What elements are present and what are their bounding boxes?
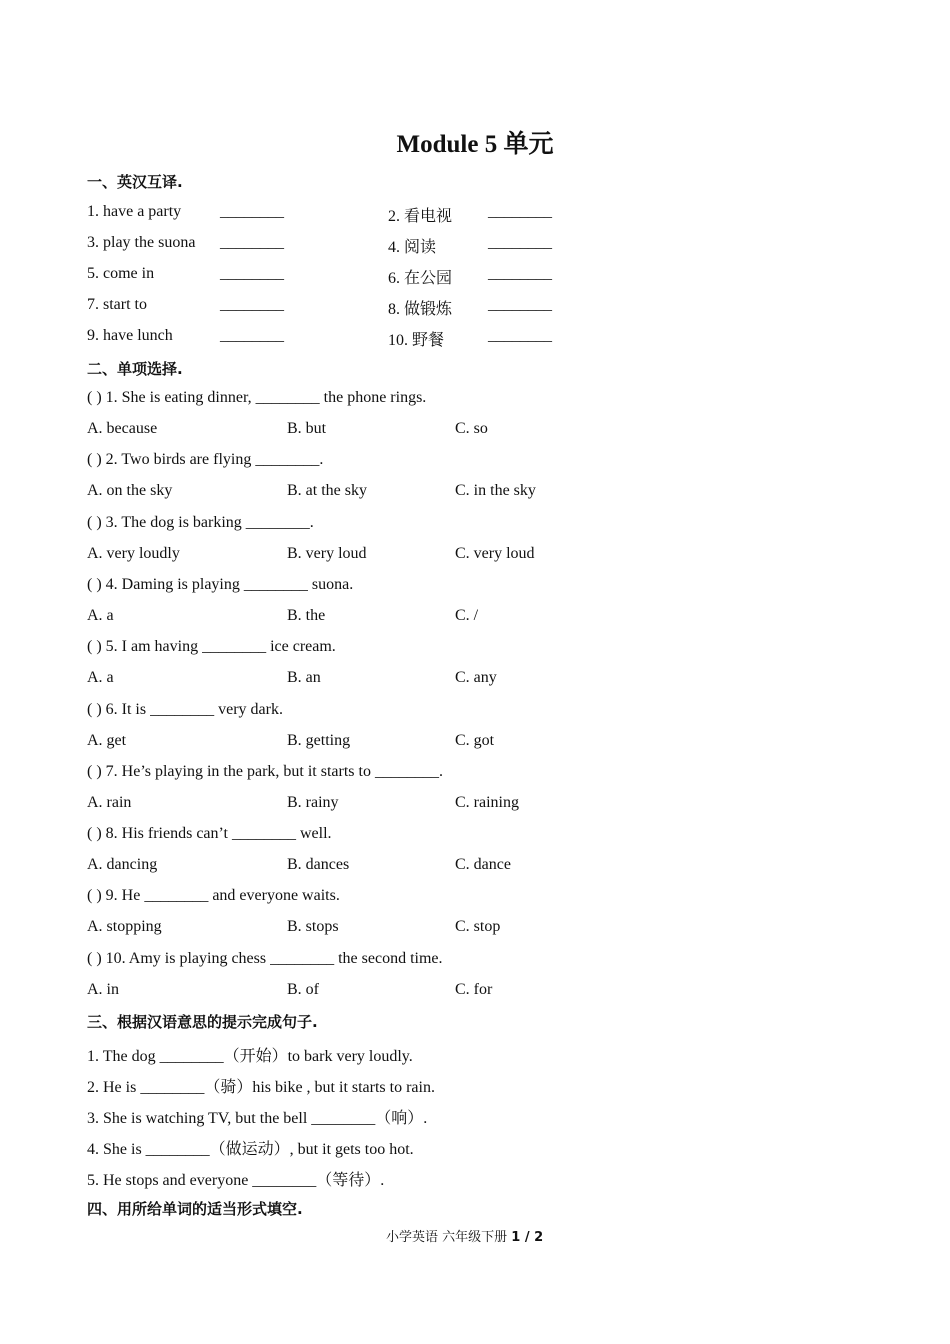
translation-english: 3. play the suona	[87, 234, 196, 251]
question-text: ( ) 7. He’s playing in the park, but it starts to ________.	[87, 762, 443, 780]
question-text: ( ) 2. Two birds are flying ________.	[87, 451, 324, 469]
answer-blank: ________	[220, 296, 284, 313]
translation-english: 7. start to	[87, 296, 147, 313]
section3-heading: 三、根据汉语意思的提示完成句子.	[87, 1013, 318, 1031]
option-b: B. but	[287, 420, 327, 437]
answer-blank: ________	[488, 203, 552, 220]
translation-english: 1. have a party	[87, 203, 182, 220]
option-b: B. getting	[287, 731, 351, 749]
answer-blank: ________	[220, 327, 284, 344]
option-a: A. a	[87, 606, 114, 624]
option-b: B. an	[287, 669, 321, 687]
answer-blank: ________	[488, 296, 552, 313]
option-a: A. a	[87, 669, 114, 687]
question-text: ( ) 6. It is ________ very dark.	[87, 700, 283, 718]
translation-english: 9. have lunch	[87, 327, 173, 344]
option-b: B. the	[287, 606, 326, 624]
option-b: B. at the sky	[287, 482, 367, 500]
option-a: A. very loudly	[87, 544, 180, 562]
answer-blank: ________	[220, 265, 284, 282]
answer-blank: ________	[220, 234, 284, 251]
option-c: C. very loud	[455, 544, 535, 562]
option-a: A. stopping	[87, 918, 162, 936]
option-c: C. for	[455, 980, 493, 998]
translation-chinese: 6. 在公园	[388, 270, 453, 287]
page-title: Module 5 单元	[396, 131, 554, 158]
translation-chinese: 4. 阅读	[388, 239, 437, 256]
option-c: C. dance	[455, 856, 511, 874]
footer-text: 小学英语 六年级下册	[386, 1230, 512, 1245]
answer-blank: ________	[488, 265, 552, 282]
question-text: ( ) 10. Amy is playing chess ________ the second time.	[87, 949, 443, 967]
question-text: ( ) 4. Daming is playing ________ suona.	[87, 575, 354, 593]
option-a: A. on the sky	[87, 482, 173, 500]
option-a: A. rain	[87, 793, 132, 811]
section2-heading: 二、单项选择.	[87, 360, 183, 378]
option-a: A. because	[87, 420, 158, 437]
option-c: C. got	[455, 731, 495, 749]
answer-blank: ________	[488, 234, 552, 251]
option-c: C. so	[455, 420, 488, 437]
answer-blank: ________	[220, 203, 284, 220]
sentence-item: 1. The dog ________（开始）to bark very loudly.	[87, 1048, 413, 1065]
question-text: ( ) 1. She is eating dinner, ________ the phone rings.	[87, 389, 427, 406]
translation-english: 5. come in	[87, 265, 155, 282]
section4-heading: 四、用所给单词的适当形式填空.	[87, 1200, 303, 1218]
option-b: B. of	[287, 980, 319, 998]
option-b: B. very loud	[287, 544, 367, 562]
option-c: C. stop	[455, 918, 501, 936]
question-text: ( ) 9. He ________ and everyone waits.	[87, 887, 340, 905]
translation-chinese: 2. 看电视	[388, 208, 453, 225]
question-text: ( ) 8. His friends can’t ________ well.	[87, 825, 332, 843]
question-text: ( ) 5. I am having ________ ice cream.	[87, 638, 336, 656]
option-c: C. raining	[455, 793, 519, 811]
question-text: ( ) 3. The dog is barking ________.	[87, 513, 314, 531]
translation-chinese: 8. 做锻炼	[388, 301, 453, 318]
option-c: C. in the sky	[455, 482, 536, 500]
sentence-item: 5. He stops and everyone ________（等待）.	[87, 1172, 385, 1189]
section1-heading: 一、英汉互译.	[87, 173, 183, 191]
answer-blank: ________	[488, 327, 552, 344]
sentence-item: 3. She is watching TV, but the bell ________（响）.	[87, 1110, 428, 1127]
page-number: 1 / 2	[511, 1230, 544, 1245]
option-b: B. rainy	[287, 793, 339, 811]
sentence-item: 4. She is ________（做运动）, but it gets too hot.	[87, 1141, 414, 1158]
sentence-item: 2. He is ________（骑）his bike , but it starts to rain.	[87, 1079, 435, 1096]
option-c: C. /	[455, 606, 479, 624]
option-a: A. get	[87, 731, 127, 749]
option-b: B. dances	[287, 856, 350, 874]
option-a: A. dancing	[87, 856, 158, 874]
option-c: C. any	[455, 669, 497, 687]
option-b: B. stops	[287, 918, 339, 936]
option-a: A. in	[87, 980, 119, 998]
translation-chinese: 10. 野餐	[388, 332, 445, 349]
page-footer	[386, 1226, 543, 1245]
